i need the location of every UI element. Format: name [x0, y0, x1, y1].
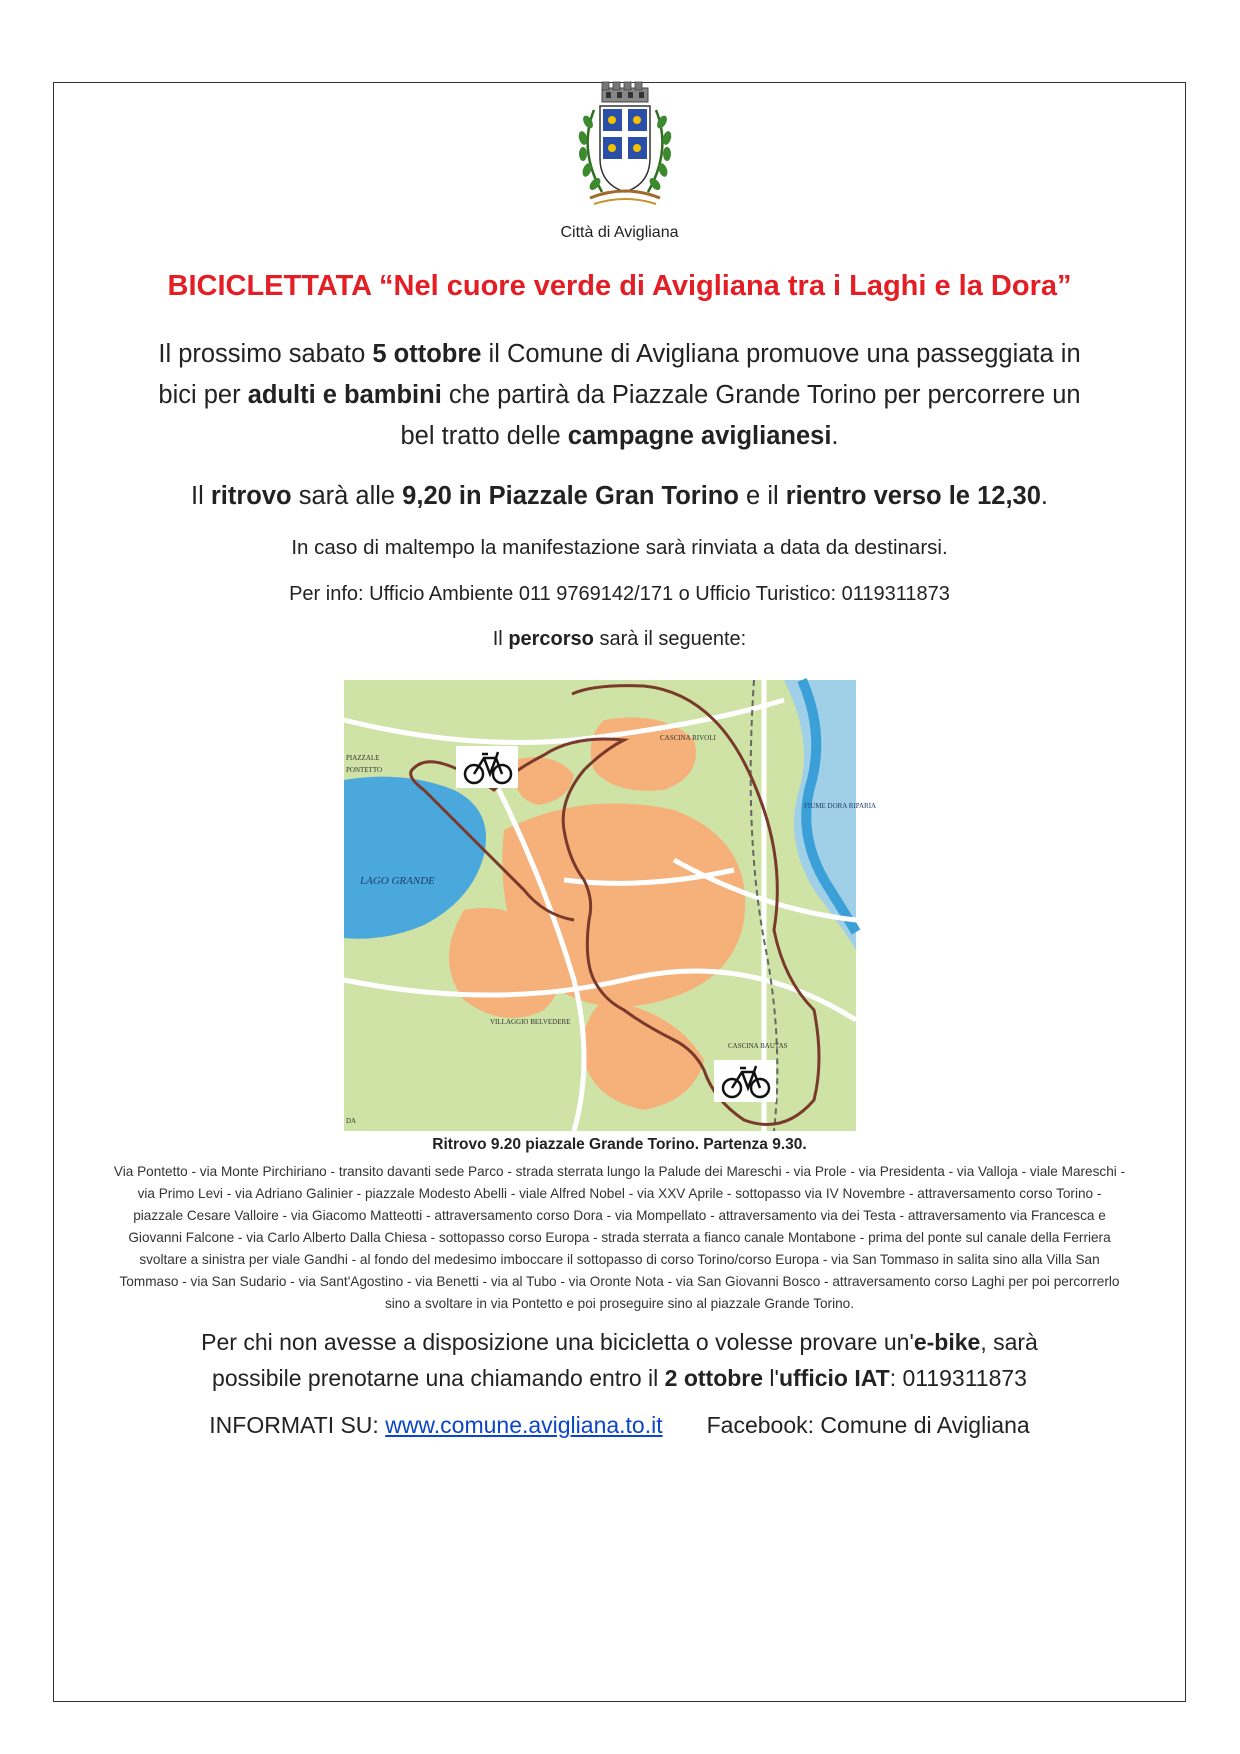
intro-paragraph: Il prossimo sabato 5 ottobre il Comune di Avigliana promuove una passeggiata in bici per adulti e bambini che partirà da Piazzale Grande Torino per percorrere un bel tratto delle campagne aviglianesi.	[158, 340, 1081, 450]
shield-icon	[600, 106, 650, 192]
cascina-label: CASCINA RIVOLI	[660, 734, 716, 742]
page-title: BICICLETTATA “Nel cuore verde di Avigliana tra i Laghi e la Dora”	[167, 270, 1072, 302]
bicycle-icon	[456, 746, 518, 788]
weather-notice: In caso di maltempo la manifestazione sarà rinviata a data da destinarsi.	[291, 536, 948, 559]
route-map	[344, 680, 877, 1131]
website-link[interactable]: www.comune.avigliana.to.it	[385, 1412, 663, 1438]
facebook-info: Facebook: Comune di Avigliana	[706, 1412, 1030, 1438]
coat-of-arms	[572, 80, 678, 220]
city-name: Città di Avigliana	[560, 224, 679, 241]
itinerary: Via Pontetto - via Monte Pirchiriano - transito davanti sede Parco - strada sterrata lungo la Palude dei Mareschi - via Prole - via Presidenta - via Valloja - viale Mareschi - via Primo Levi - via Adriano Galinier - piazzale Modesto Abelli - viale Alfred Nobel - via XXV Aprile - sottopasso via IV Novembre - attraversamento corso Torino - piazzale Cesare Valloire - via Giacomo Matteotti - attraversamento corso Dora - via Mompellato - attraversamento via dei Testa - attraversamento via Francesca e Giovanni Falcone - via Carlo Alberto Dalla Chiesa - sottopasso corso Europa - strada sterrata a fianco canale Montabone - prima del ponte sul canale della Ferriera svoltare a sinistra per viale Gandhi - al fondo del medesimo imboccare il sottopasso di corso Torino/corso Europa - via San Tommaso in salita sino alla Villa San Tommaso - via San Sudario - via Sant'Agostino - via Benetti - via al Tubo - via Oronte Nota - via San Giovanni Bosco - attraversamento corso Laghi per poi percorrerlo sino a svoltare in via Pontetto e poi proseguire sino al piazzale Grande Torino.	[113, 1164, 1126, 1311]
meeting-paragraph: Il ritrovo sarà alle 9,20 in Piazzale Gran Torino e il rientro verso le 12,30.	[191, 482, 1048, 510]
edge-label: DA	[346, 1117, 357, 1125]
meeting-point: Ritrovo 9.20 piazzale Grande Torino. Partenza 9.30.	[432, 1136, 807, 1153]
cascina-label: CASCINA BAUTAS	[728, 1042, 788, 1050]
village-label: VILLAGGIO BELVEDERE	[490, 1018, 571, 1026]
river-label: FIUME DORA RIPARIA	[804, 802, 877, 810]
contact-info: Per info: Ufficio Ambiente 011 9769142/171 o Ufficio Turistico: 0119311873	[289, 583, 950, 605]
footer-label: INFORMATI SU:	[209, 1412, 386, 1438]
edge-label: PONTETTO	[346, 766, 383, 774]
footer	[53, 1412, 1186, 1439]
crown-icon	[602, 82, 648, 102]
edge-label: PIAZZALE	[346, 754, 380, 762]
route-intro: Il percorso sarà il seguente:	[492, 628, 747, 650]
ribbon-icon	[590, 191, 660, 204]
bicycle-icon	[714, 1060, 776, 1102]
lake-label: LAGO GRANDE	[360, 875, 435, 887]
ebike-paragraph: Per chi non avesse a disposizione una bicicletta o volesse provare un'e-bike, sarà possibile prenotarne una chiamando entro il 2 ottobre l'ufficio IAT: 0119311873	[201, 1329, 1038, 1391]
